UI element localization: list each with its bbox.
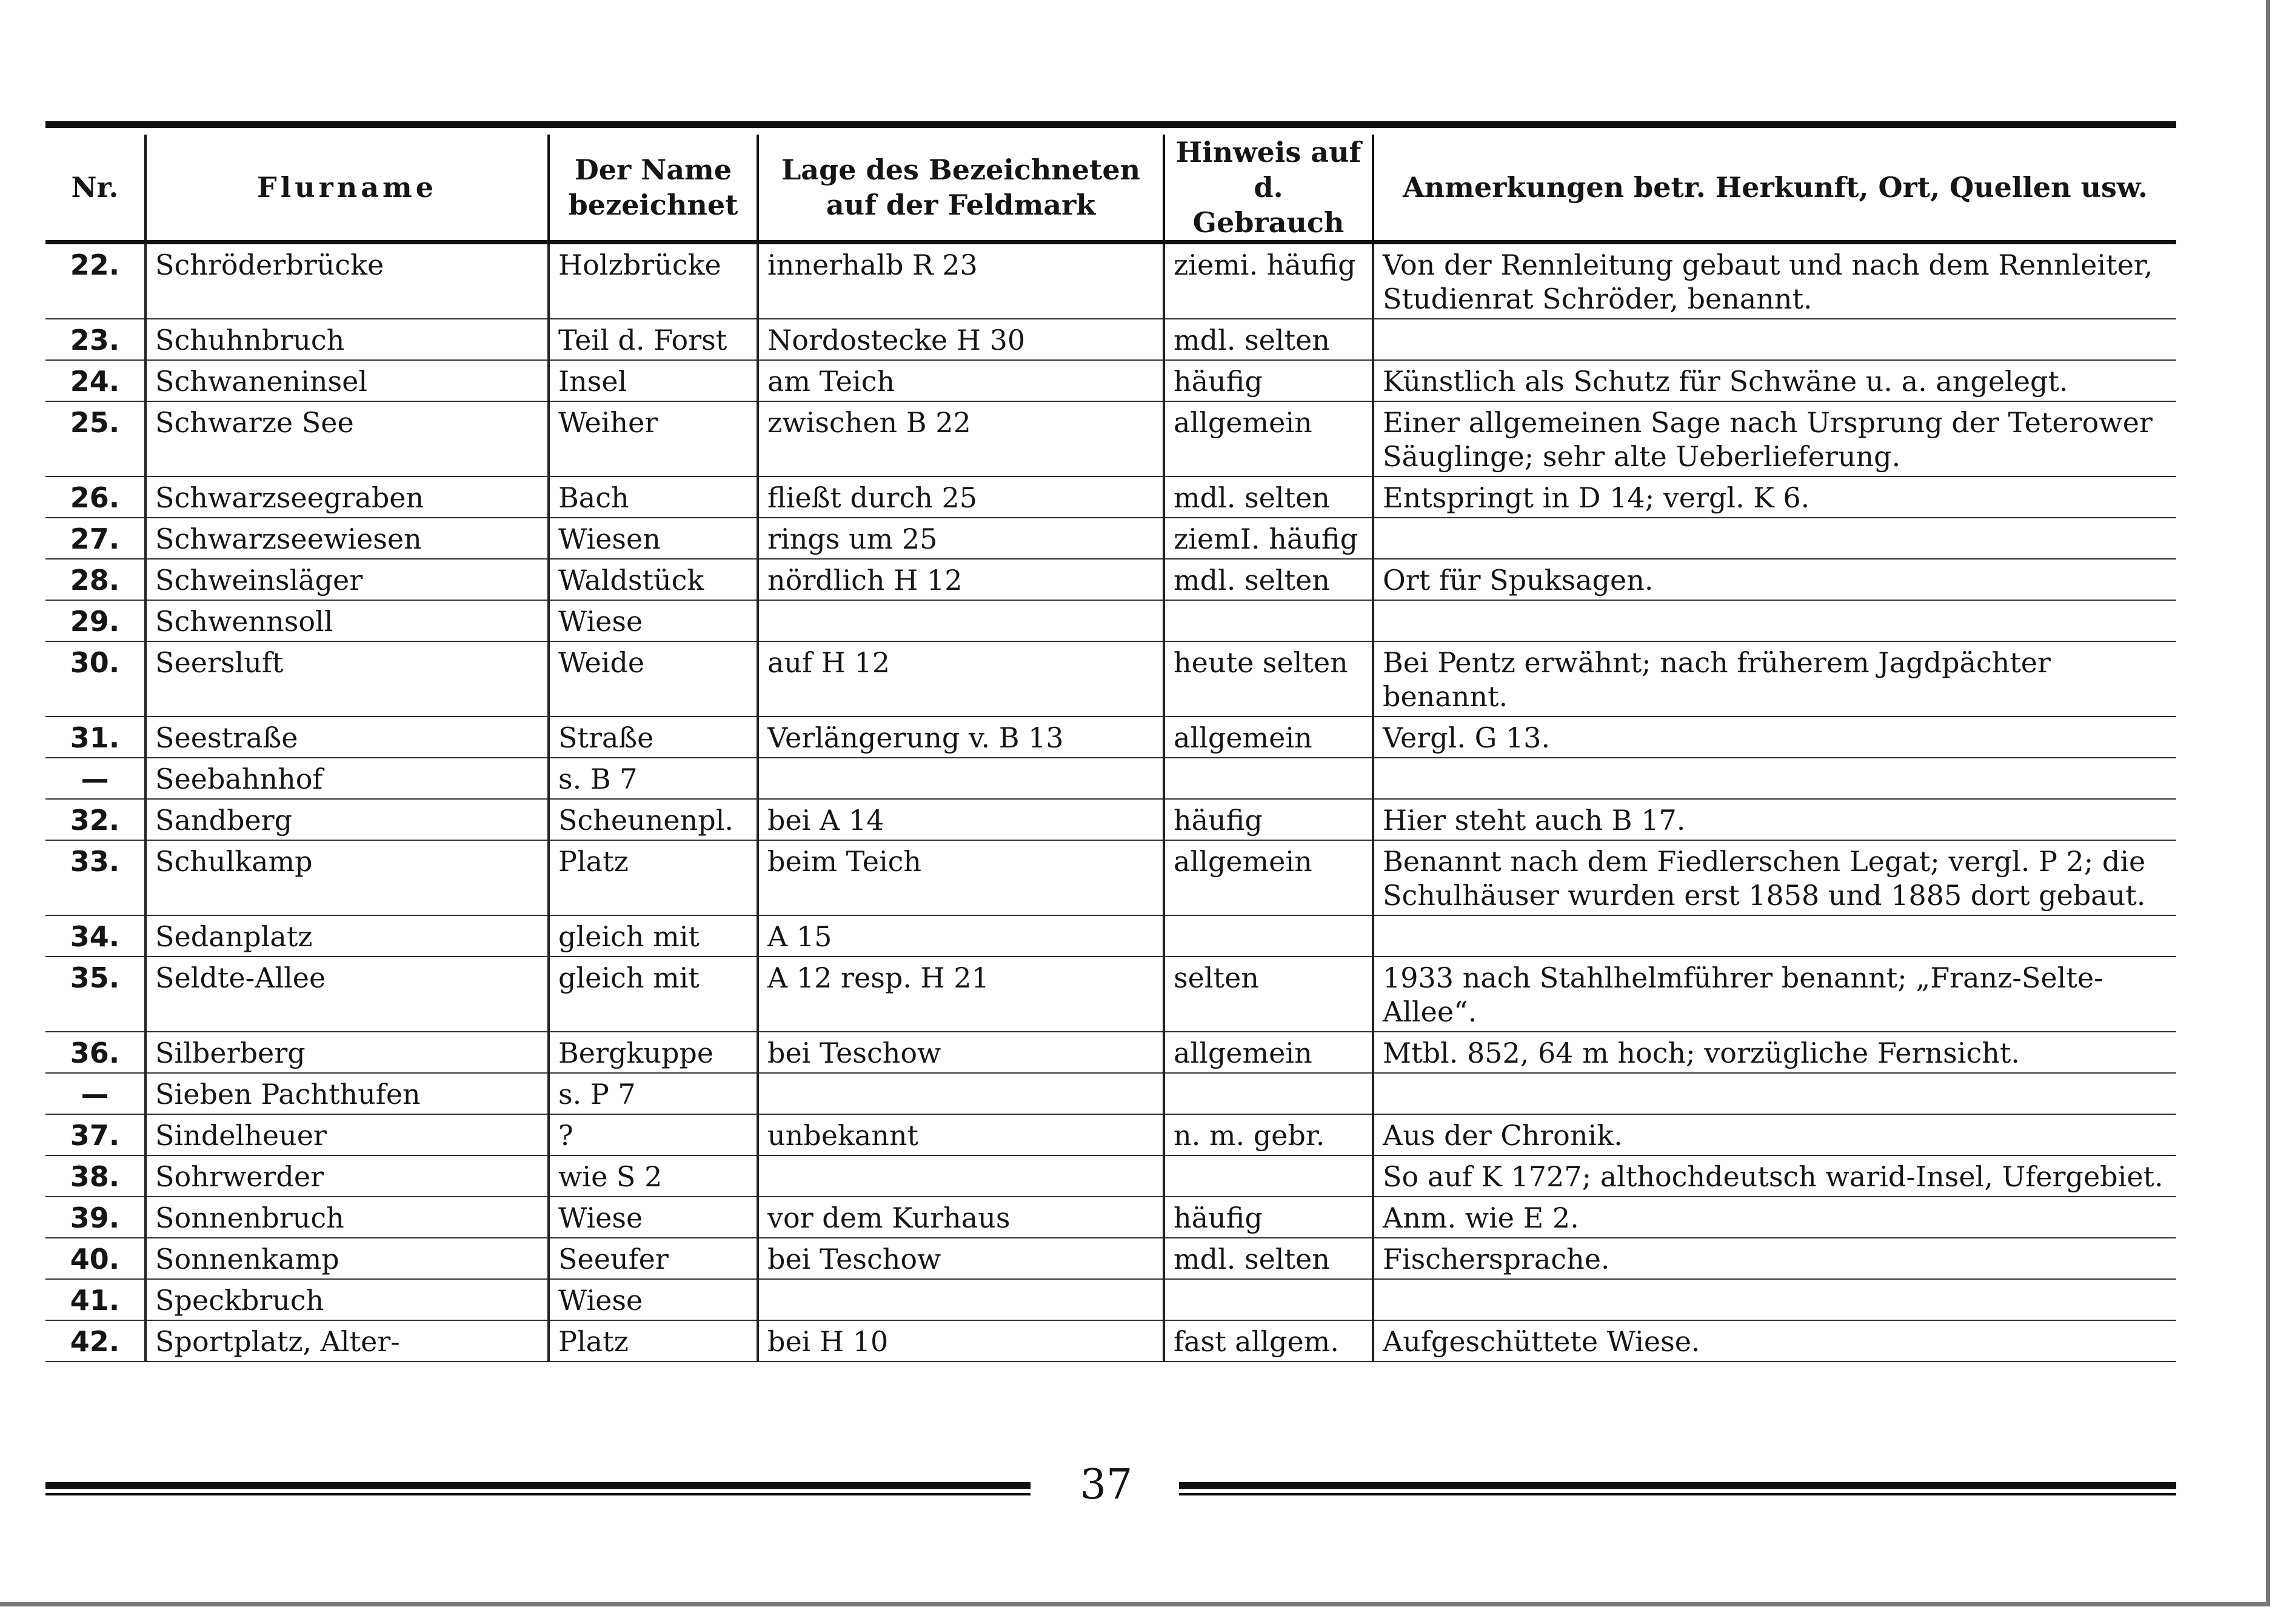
lage-cell: fließt durch 25 — [758, 476, 1164, 518]
gebrauch-cell: allgemein — [1164, 840, 1373, 915]
bezeichnet-cell: s. P 7 — [549, 1073, 758, 1114]
nr-cell: 39. — [45, 1197, 145, 1238]
nr-cell: 26. — [45, 476, 145, 518]
gebrauch-cell — [1164, 915, 1373, 957]
table-row — [45, 1197, 2176, 1238]
table-row — [45, 319, 2176, 360]
gebrauch-cell: selten — [1164, 957, 1373, 1032]
table-row — [45, 799, 2176, 840]
lage-cell — [758, 1155, 1164, 1197]
flurname-cell: Sandberg — [145, 799, 549, 840]
flurname-cell: Sieben Pachthufen — [145, 1073, 549, 1114]
lage-cell: vor dem Kurhaus — [758, 1197, 1164, 1238]
anmerkung-cell: Mtbl. 852, 64 m hoch; vorzügliche Fernsicht. — [1373, 1032, 2176, 1073]
anmerkung-cell: Anm. wie E 2. — [1373, 1197, 2176, 1238]
nr-cell: 36. — [45, 1032, 145, 1073]
bezeichnet-cell: Weiher — [549, 401, 758, 476]
lage-cell: innerhalb R 23 — [758, 242, 1164, 319]
table-row — [45, 758, 2176, 799]
bezeichnet-cell: Teil d. Forst — [549, 319, 758, 360]
page-number: 37 — [1080, 1461, 1133, 1509]
nr-cell: 33. — [45, 840, 145, 915]
nr-cell: — — [45, 1073, 145, 1114]
gebrauch-cell — [1164, 1073, 1373, 1114]
gebrauch-cell: häufig — [1164, 1197, 1373, 1238]
bezeichnet-cell: gleich mit — [549, 915, 758, 957]
nr-cell: 40. — [45, 1238, 145, 1279]
table-row — [45, 559, 2176, 600]
flurname-cell: Schulkamp — [145, 840, 549, 915]
anmerkung-cell: Von der Rennleitung gebaut und nach dem Rennleiter, Studienrat Schröder, benannt. — [1373, 242, 2176, 319]
bezeichnet-cell: Platz — [549, 840, 758, 915]
flurname-cell: Schwarzseegraben — [145, 476, 549, 518]
nr-cell: — — [45, 758, 145, 799]
bezeichnet-cell: s. B 7 — [549, 758, 758, 799]
anmerkung-cell: Entspringt in D 14; vergl. K 6. — [1373, 476, 2176, 518]
header-row — [45, 135, 2176, 242]
bezeichnet-cell: Insel — [549, 360, 758, 401]
gebrauch-cell: ziemi. häufig — [1164, 242, 1373, 319]
nr-cell: 38. — [45, 1155, 145, 1197]
anmerkung-cell: Hier steht auch B 17. — [1373, 799, 2176, 840]
lage-cell: am Teich — [758, 360, 1164, 401]
lage-cell: bei H 10 — [758, 1320, 1164, 1362]
flurnamen-table — [45, 135, 2176, 1362]
gebrauch-cell: allgemein — [1164, 1032, 1373, 1073]
header-flurname: Flurname — [145, 135, 549, 242]
gebrauch-cell: n. m. gebr. — [1164, 1114, 1373, 1155]
anmerkung-cell: Fischersprache. — [1373, 1238, 2176, 1279]
bezeichnet-cell: Straße — [549, 717, 758, 758]
table-row — [45, 518, 2176, 559]
nr-cell: 30. — [45, 641, 145, 717]
anmerkung-cell: Künstlich als Schutz für Schwäne u. a. angelegt. — [1373, 360, 2176, 401]
bezeichnet-cell: Weide — [549, 641, 758, 717]
anmerkung-cell: Ort für Spuksagen. — [1373, 559, 2176, 600]
anmerkung-cell: Aufgeschüttete Wiese. — [1373, 1320, 2176, 1362]
flurname-cell: Schwaneninsel — [145, 360, 549, 401]
table-row — [45, 401, 2176, 476]
bezeichnet-cell: wie S 2 — [549, 1155, 758, 1197]
gebrauch-cell: häufig — [1164, 799, 1373, 840]
lage-cell: rings um 25 — [758, 518, 1164, 559]
anmerkung-cell: Einer allgemeinen Sage nach Ursprung der Teterower Säuglinge; sehr alte Ueberlieferung. — [1373, 401, 2176, 476]
bezeichnet-cell: Wiesen — [549, 518, 758, 559]
flurname-cell: Schröderbrücke — [145, 242, 549, 319]
lage-cell: Verlängerung v. B 13 — [758, 717, 1164, 758]
table-row — [45, 360, 2176, 401]
bottom-rule-left — [45, 1482, 1031, 1500]
anmerkung-cell: So auf K 1727; althochdeutsch warid-Insel, Ufergebiet. — [1373, 1155, 2176, 1197]
bezeichnet-cell: Scheunenpl. — [549, 799, 758, 840]
flurname-cell: Silberberg — [145, 1032, 549, 1073]
table-row — [45, 840, 2176, 915]
anmerkung-cell — [1373, 758, 2176, 799]
bezeichnet-cell: Bergkuppe — [549, 1032, 758, 1073]
anmerkung-cell: Bei Pentz erwähnt; nach früherem Jagdpächter benannt. — [1373, 641, 2176, 717]
lage-cell: beim Teich — [758, 840, 1164, 915]
nr-cell: 24. — [45, 360, 145, 401]
header-gebrauch: Hinweis auf d. Gebrauch — [1164, 135, 1373, 242]
lage-cell: unbekannt — [758, 1114, 1164, 1155]
nr-cell: 27. — [45, 518, 145, 559]
lage-cell: auf H 12 — [758, 641, 1164, 717]
flurname-cell: Schweinsläger — [145, 559, 549, 600]
table-row — [45, 1073, 2176, 1114]
nr-cell: 32. — [45, 799, 145, 840]
nr-cell: 23. — [45, 319, 145, 360]
anmerkung-cell — [1373, 1279, 2176, 1320]
table-row — [45, 717, 2176, 758]
nr-cell: 28. — [45, 559, 145, 600]
gebrauch-cell — [1164, 1155, 1373, 1197]
flurname-cell: Seersluft — [145, 641, 549, 717]
gebrauch-cell: allgemein — [1164, 717, 1373, 758]
bezeichnet-cell: Seeufer — [549, 1238, 758, 1279]
nr-cell: 25. — [45, 401, 145, 476]
table-row — [45, 641, 2176, 717]
table-row — [45, 242, 2176, 319]
lage-cell: A 15 — [758, 915, 1164, 957]
nr-cell: 41. — [45, 1279, 145, 1320]
bezeichnet-cell: Wiese — [549, 1197, 758, 1238]
bezeichnet-cell: Wiese — [549, 1279, 758, 1320]
nr-cell: 31. — [45, 717, 145, 758]
lage-cell: zwischen B 22 — [758, 401, 1164, 476]
anmerkung-cell — [1373, 1073, 2176, 1114]
table-row — [45, 1320, 2176, 1362]
table-row — [45, 915, 2176, 957]
lage-cell — [758, 1073, 1164, 1114]
lage-cell: bei Teschow — [758, 1032, 1164, 1073]
anmerkung-cell — [1373, 600, 2176, 641]
gebrauch-cell — [1164, 758, 1373, 799]
lage-cell: A 12 resp. H 21 — [758, 957, 1164, 1032]
gebrauch-cell — [1164, 1279, 1373, 1320]
table-body — [45, 242, 2176, 1362]
top-rule — [45, 121, 2176, 128]
flurname-cell: Seestraße — [145, 717, 549, 758]
table-row — [45, 600, 2176, 641]
anmerkung-cell — [1373, 518, 2176, 559]
anmerkung-cell: Aus der Chronik. — [1373, 1114, 2176, 1155]
flurname-cell: Sedanplatz — [145, 915, 549, 957]
table-row — [45, 1279, 2176, 1320]
lage-cell: bei Teschow — [758, 1238, 1164, 1279]
flurname-cell: Sohrwerder — [145, 1155, 549, 1197]
header-bezeichnet: Der Name bezeichnet — [549, 135, 758, 242]
gebrauch-cell — [1164, 600, 1373, 641]
gebrauch-cell: fast allgem. — [1164, 1320, 1373, 1362]
nr-cell: 29. — [45, 600, 145, 641]
nr-cell: 42. — [45, 1320, 145, 1362]
lage-cell — [758, 1279, 1164, 1320]
bezeichnet-cell: ? — [549, 1114, 758, 1155]
bezeichnet-cell: Platz — [549, 1320, 758, 1362]
lage-cell — [758, 758, 1164, 799]
flurname-cell: Sindelheuer — [145, 1114, 549, 1155]
gebrauch-cell: ziemI. häufig — [1164, 518, 1373, 559]
lage-cell — [758, 600, 1164, 641]
header-nr: Nr. — [45, 135, 145, 242]
lage-cell: nördlich H 12 — [758, 559, 1164, 600]
table-row — [45, 476, 2176, 518]
anmerkung-cell: Benannt nach dem Fiedlerschen Legat; vergl. P 2; die Schulhäuser wurden erst 1858 und 1885 dort gebaut. — [1373, 840, 2176, 915]
flurname-cell: Seldte-Allee — [145, 957, 549, 1032]
bottom-rule-right — [1179, 1482, 2176, 1500]
lage-cell: Nordostecke H 30 — [758, 319, 1164, 360]
flurname-cell: Sonnenbruch — [145, 1197, 549, 1238]
gebrauch-cell: allgemein — [1164, 401, 1373, 476]
nr-cell: 22. — [45, 242, 145, 319]
bezeichnet-cell: Holzbrücke — [549, 242, 758, 319]
gebrauch-cell: häufig — [1164, 360, 1373, 401]
flurname-cell: Sportplatz, Alter- — [145, 1320, 549, 1362]
bezeichnet-cell: Waldstück — [549, 559, 758, 600]
flurname-cell: Schwarze See — [145, 401, 549, 476]
nr-cell: 35. — [45, 957, 145, 1032]
anmerkung-cell — [1373, 319, 2176, 360]
table-row — [45, 1114, 2176, 1155]
table-row — [45, 1238, 2176, 1279]
nr-cell: 37. — [45, 1114, 145, 1155]
bezeichnet-cell: Bach — [549, 476, 758, 518]
header-anmerkungen: Anmerkungen betr. Herkunft, Ort, Quellen usw. — [1373, 135, 2176, 242]
table-row — [45, 957, 2176, 1032]
bezeichnet-cell: gleich mit — [549, 957, 758, 1032]
flurname-cell: Speckbruch — [145, 1279, 549, 1320]
gebrauch-cell: mdl. selten — [1164, 559, 1373, 600]
gebrauch-cell: heute selten — [1164, 641, 1373, 717]
gebrauch-cell: mdl. selten — [1164, 1238, 1373, 1279]
header-lage: Lage des Bezeichneten auf der Feldmark — [758, 135, 1164, 242]
anmerkung-cell: Vergl. G 13. — [1373, 717, 2176, 758]
nr-cell: 34. — [45, 915, 145, 957]
bezeichnet-cell: Wiese — [549, 600, 758, 641]
lage-cell: bei A 14 — [758, 799, 1164, 840]
flurname-cell: Sonnenkamp — [145, 1238, 549, 1279]
flurname-cell: Seebahnhof — [145, 758, 549, 799]
flurname-cell: Schuhnbruch — [145, 319, 549, 360]
flurname-cell: Schwennsoll — [145, 600, 549, 641]
flurname-cell: Schwarzseewiesen — [145, 518, 549, 559]
gebrauch-cell: mdl. selten — [1164, 319, 1373, 360]
anmerkung-cell: 1933 nach Stahlhelmführer benannt; „Franz-Selte-Allee“. — [1373, 957, 2176, 1032]
gebrauch-cell: mdl. selten — [1164, 476, 1373, 518]
table-row — [45, 1032, 2176, 1073]
anmerkung-cell — [1373, 915, 2176, 957]
table-row — [45, 1155, 2176, 1197]
